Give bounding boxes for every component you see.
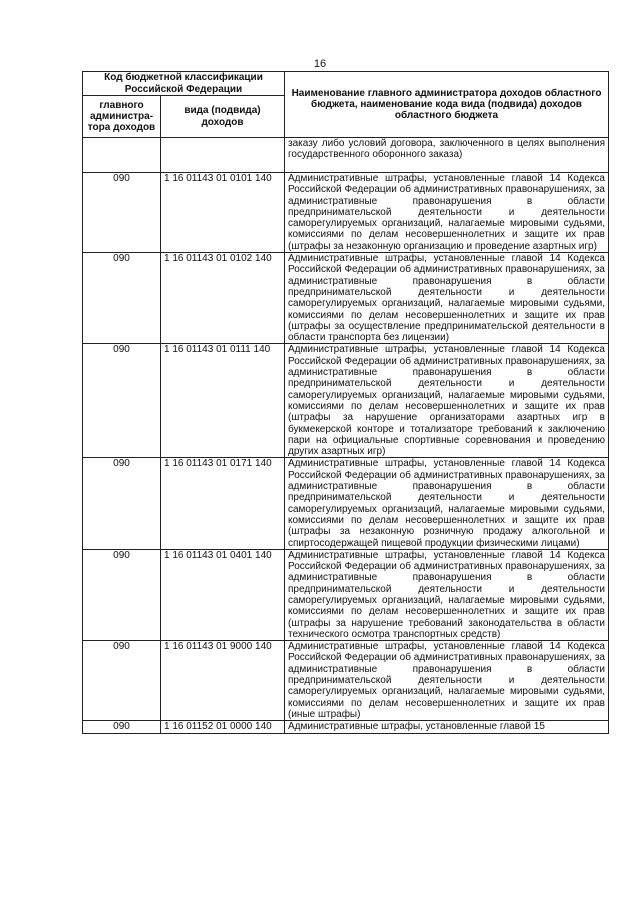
admin-code-cell: 090 bbox=[83, 721, 161, 733]
income-name-cell: Административные штрафы, установленные главой 14 Кодекса Российской Федерации об административных правонарушениях, за административные правонарушения в области предпринимательской деятельности и деятельности саморегулируемых организаций, налагаемые мировыми судьями, комиссиями по делам несовершеннолетних и защите их прав (иные штрафы) bbox=[285, 641, 609, 721]
income-name-cell: Административные штрафы, установленные главой 14 Кодекса Российской Федерации об административных правонарушениях, за административные правонарушения в области предпринимательской деятельности и деятельности саморегулируемых организаций, налагаемые мировыми судьями, комиссиями по делам несовершеннолетних и защите их прав (штрафы за нарушение организаторами азартных игр в букмекерской конторе и тотализаторе требований к заключению пари на официальные спортивные соревнования и проведению других азартных игр) bbox=[285, 344, 609, 458]
income-name-cell: Административные штрафы, установленные главой 15 bbox=[285, 721, 609, 733]
kbk-code-cell: 1 16 01143 01 9000 140 bbox=[161, 641, 285, 721]
kbk-code-cell: 1 16 01143 01 0111 140 bbox=[161, 344, 285, 458]
page-number: 16 bbox=[313, 58, 327, 70]
budget-classification-table bbox=[82, 71, 609, 734]
kbk-code-cell: 1 16 01143 01 0101 140 bbox=[161, 173, 285, 253]
name-column-header: Наименование главного администратора доходов областного бюджета, наименование кода вида (подвида) доходов областного бюджета bbox=[285, 72, 609, 138]
kind-column-header: вида (подвида) доходов bbox=[161, 96, 285, 138]
table-row bbox=[83, 549, 609, 640]
admin-code-cell: 090 bbox=[83, 253, 161, 344]
admin-code-cell: 090 bbox=[83, 458, 161, 549]
continuation-admin-cell bbox=[83, 138, 161, 173]
kbk-code-cell: 1 16 01152 01 0000 140 bbox=[161, 721, 285, 733]
admin-code-cell: 090 bbox=[83, 549, 161, 640]
table-row bbox=[83, 458, 609, 549]
kbk-code-cell: 1 16 01143 01 0102 140 bbox=[161, 253, 285, 344]
income-name-cell: Административные штрафы, установленные главой 14 Кодекса Российской Федерации об административных правонарушениях, за административные правонарушения в области предпринимательской деятельности и деятельности саморегулируемых организаций, налагаемые мировыми судьями, комиссиями по делам несовершеннолетних и защите их прав (штрафы за незаконную организацию и проведение азартных игр) bbox=[285, 173, 609, 253]
table-row bbox=[83, 721, 609, 733]
income-name-cell: Административные штрафы, установленные главой 14 Кодекса Российской Федерации об административных правонарушениях, за административные правонарушения в области предпринимательской деятельности и деятельности саморегулируемых организаций, налагаемые мировыми судьями, комиссиями по делам несовершеннолетних и защите их прав (штрафы за осуществление предпринимательской деятельности в области транспорта без лицензии) bbox=[285, 253, 609, 344]
kbk-code-cell: 1 16 01143 01 0401 140 bbox=[161, 549, 285, 640]
income-name-cell: Административные штрафы, установленные главой 14 Кодекса Российской Федерации об административных правонарушениях, за административные правонарушения в области предпринимательской деятельности и деятельности саморегулируемых организаций, налагаемые мировыми судьями, комиссиями по делам несовершеннолетних и защите их прав (штрафы за нарушение требований законодательства в области технического осмотра транспортных средств) bbox=[285, 549, 609, 640]
table-row bbox=[83, 344, 609, 458]
kbk-group-header: Код бюджетной классификации Российской Федерации bbox=[83, 72, 285, 96]
continuation-row bbox=[83, 138, 609, 173]
admin-column-header: главного администра-тора доходов bbox=[83, 96, 161, 138]
table-row bbox=[83, 173, 609, 253]
continuation-code-cell bbox=[161, 138, 285, 173]
income-name-cell: Административные штрафы, установленные главой 14 Кодекса Российской Федерации об административных правонарушениях, за административные правонарушения в области предпринимательской деятельности и деятельности саморегулируемых организаций, налагаемые мировыми судьями, комиссиями по делам несовершеннолетних и защите их прав (штрафы за незаконную розничную продажу алкогольной и спиртосодержащей пищевой продукции физическими лицами) bbox=[285, 458, 609, 549]
table-row bbox=[83, 253, 609, 344]
continuation-text: заказу либо условий договора, заключенного в целях выполнения государственного оборонного заказа) bbox=[285, 138, 609, 173]
kbk-code-cell: 1 16 01143 01 0171 140 bbox=[161, 458, 285, 549]
admin-code-cell: 090 bbox=[83, 173, 161, 253]
table-row bbox=[83, 641, 609, 721]
admin-code-cell: 090 bbox=[83, 344, 161, 458]
admin-code-cell: 090 bbox=[83, 641, 161, 721]
